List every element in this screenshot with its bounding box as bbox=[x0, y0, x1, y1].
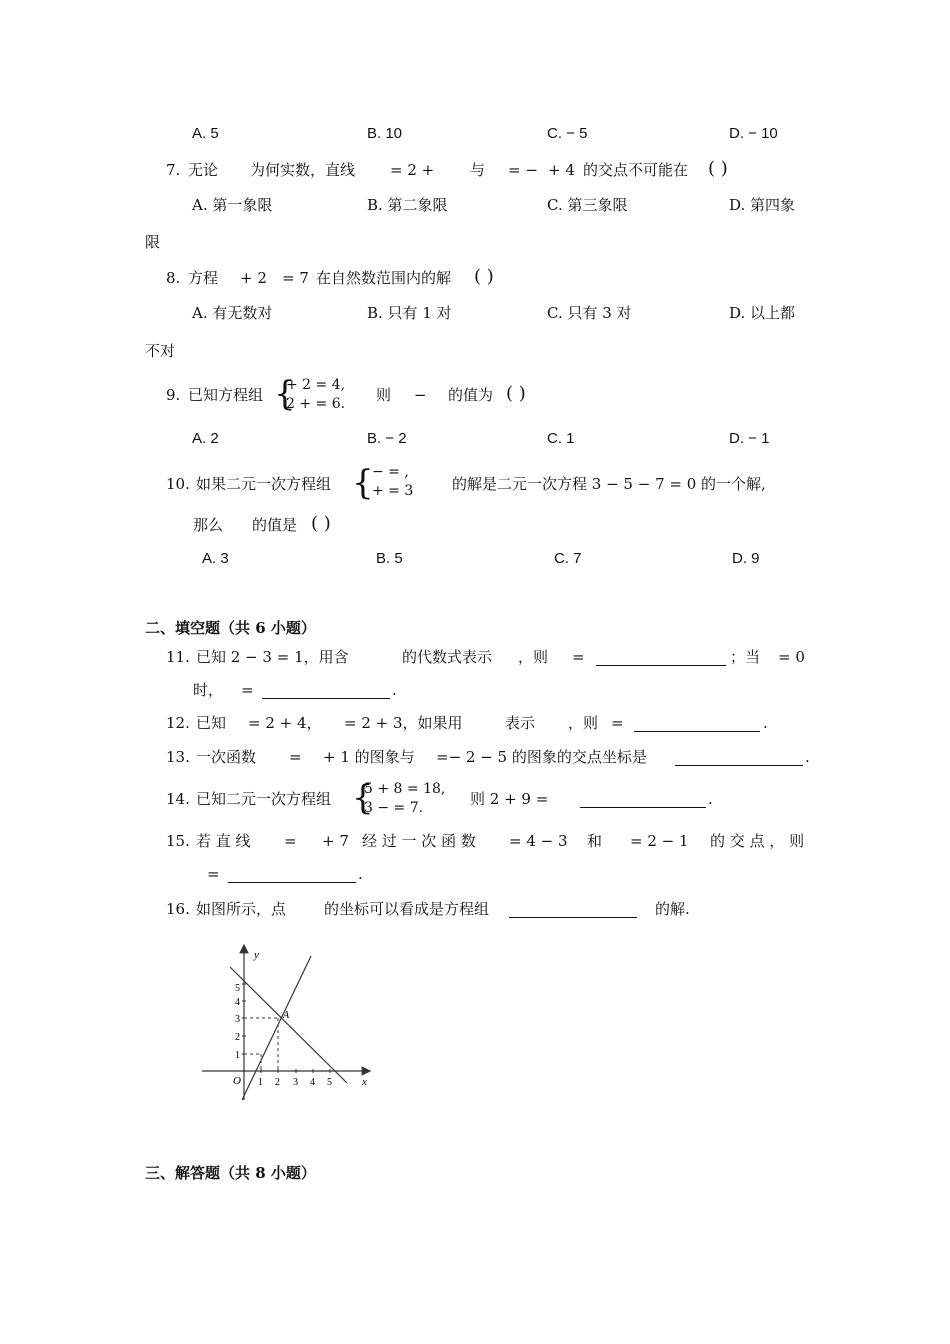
q15-text-5: = 4 − 3 bbox=[509, 832, 568, 850]
q9-option-b: B. − 2 bbox=[367, 430, 407, 447]
q8-option-c: C. 只有 3 对 bbox=[547, 304, 632, 322]
q9-system-line2: 2 + = 6. bbox=[286, 396, 346, 412]
graph-line-decreasing bbox=[230, 967, 347, 1083]
q8-option-a: A. 有无数对 bbox=[192, 304, 273, 322]
q6-option-a: A. 5 bbox=[192, 125, 219, 142]
q11-text-4: = bbox=[572, 648, 585, 666]
q7-option-d-wrap: 限 bbox=[145, 233, 161, 251]
q7-option-b: B. 第二象限 bbox=[367, 196, 448, 214]
q14-after-1: 则 2 + 9 = bbox=[470, 790, 549, 808]
q10-answer-paren: ( ) bbox=[311, 513, 331, 534]
y-tick-2: 2 bbox=[235, 1032, 240, 1043]
q8-option-d: D. 以上都 bbox=[729, 304, 796, 322]
q15-text-1: 若 直 线 bbox=[196, 832, 251, 850]
q14-text: 已知二元一次方程组 bbox=[196, 790, 332, 808]
x-tick-4: 4 bbox=[310, 1077, 315, 1088]
x-tick-3: 3 bbox=[293, 1077, 298, 1088]
q11-number: 11. bbox=[166, 648, 190, 666]
q7-text-2: 为何实数，直线 bbox=[250, 161, 356, 179]
q13-number: 13. bbox=[166, 748, 190, 766]
q6-option-d: D. − 10 bbox=[729, 125, 778, 142]
q12-text-7: . bbox=[763, 714, 768, 732]
q15-line2-2: . bbox=[358, 865, 363, 883]
q14-system-line1: 5 + 8 = 18, bbox=[364, 781, 446, 797]
q10-line2-1: 那么 bbox=[193, 516, 224, 534]
origin-label: O bbox=[233, 1075, 241, 1087]
q16-text-1: 如图所示，点 bbox=[196, 900, 287, 918]
q15-blank[interactable] bbox=[228, 882, 356, 883]
q14-number: 14. bbox=[166, 790, 190, 808]
q12-text-5: ，则 bbox=[568, 714, 599, 732]
q8-text-3: = 7 bbox=[282, 269, 309, 287]
x-tick-2: 2 bbox=[275, 1077, 280, 1088]
q15-line2-1: = bbox=[207, 865, 220, 883]
q9-option-a: A. 2 bbox=[192, 430, 219, 447]
q13-text-4: =− 2 − 5 的图象的交点坐标是 bbox=[436, 748, 647, 766]
y-tick-4: 4 bbox=[235, 997, 240, 1008]
q12-text-1: 已知 bbox=[196, 714, 227, 732]
q7-answer-paren: ( ) bbox=[708, 158, 728, 179]
q7-text-1: 无论 bbox=[188, 161, 219, 179]
q7-text-6: + 4 bbox=[548, 161, 575, 179]
q9-number: 9. bbox=[166, 386, 181, 404]
q10-option-c: C. 7 bbox=[554, 550, 582, 567]
q13-text-5: . bbox=[805, 748, 810, 766]
q6-option-b: B. 10 bbox=[367, 125, 403, 142]
q7-text-3: = 2 + bbox=[390, 161, 435, 179]
q7-text-5: = − bbox=[508, 161, 538, 179]
q10-system-brace: { bbox=[352, 463, 374, 503]
q11-text-3: ，则 bbox=[518, 648, 549, 666]
q9-system-line1: + 2 = 4, bbox=[286, 377, 346, 393]
q10-number: 10. bbox=[166, 475, 190, 493]
q13-text-2: = bbox=[289, 748, 302, 766]
q14-system-brace: { bbox=[352, 778, 374, 818]
q16-number: 16. bbox=[166, 900, 190, 918]
q13-blank[interactable] bbox=[675, 765, 803, 766]
x-axis-label: x bbox=[362, 1076, 367, 1088]
q12-text-3: = 2 + 3，如果用 bbox=[344, 714, 463, 732]
q9-value-of: 的值为 bbox=[448, 386, 494, 404]
y-tick-1: 1 bbox=[235, 1050, 240, 1061]
q7-option-a: A. 第一象限 bbox=[192, 196, 273, 214]
q10-text: 如果二元一次方程组 bbox=[196, 475, 332, 493]
q7-text-4: 与 bbox=[470, 161, 486, 179]
q15-text-4: 经 过 一 次 函 数 bbox=[362, 832, 476, 850]
point-a-label: A bbox=[283, 1010, 290, 1021]
q11-text-1: 已知 2 − 3 = 1，用含 bbox=[196, 648, 349, 666]
q10-system-line1: − = , bbox=[372, 464, 409, 480]
q10-system-line2: + = 3 bbox=[372, 483, 414, 499]
q15-text-7: = 2 − 1 bbox=[630, 832, 689, 850]
q8-text-2: + 2 bbox=[240, 269, 267, 287]
q8-number: 8. bbox=[166, 269, 181, 287]
q10-after-text: 的解是二元一次方程 3 − 5 − 7 = 0 的一个解, bbox=[452, 475, 766, 493]
q11-blank-1[interactable] bbox=[596, 665, 726, 666]
y-tick-3: 3 bbox=[235, 1014, 240, 1025]
q16-blank[interactable] bbox=[509, 917, 637, 918]
section-fill-in-title: 二、填空题（共 6 小题） bbox=[145, 619, 316, 637]
q10-option-b: B. 5 bbox=[376, 550, 403, 567]
q11-text-2: 的代数式表示 bbox=[402, 648, 493, 666]
q14-blank[interactable] bbox=[580, 807, 706, 808]
q10-line2-2: 的值是 bbox=[252, 516, 298, 534]
q9-minus: − bbox=[414, 386, 427, 404]
q10-option-a: A. 3 bbox=[202, 550, 229, 567]
q9-system-brace: { bbox=[274, 374, 296, 414]
q11-blank-2[interactable] bbox=[262, 698, 390, 699]
section-answer-title: 三、解答题（共 8 小题） bbox=[145, 1164, 316, 1182]
q9-answer-paren: ( ) bbox=[506, 383, 526, 404]
q14-after-2: . bbox=[708, 790, 713, 808]
q15-text-2: = bbox=[284, 832, 297, 850]
q8-option-b: B. 只有 1 对 bbox=[367, 304, 452, 322]
q15-text-3: + 7 bbox=[322, 832, 349, 850]
q8-answer-paren: ( ) bbox=[474, 266, 494, 287]
q10-option-d: D. 9 bbox=[732, 550, 760, 567]
q12-number: 12. bbox=[166, 714, 190, 732]
q9-text: 已知方程组 bbox=[188, 386, 264, 404]
q15-text-8: 的 交 点 ， 则 bbox=[710, 832, 805, 850]
q15-text-6: 和 bbox=[587, 832, 603, 850]
q7-number: 7. bbox=[166, 161, 181, 179]
q13-text-1: 一次函数 bbox=[196, 748, 257, 766]
q11-text-6: = 0 bbox=[778, 648, 805, 666]
y-axis-label: y bbox=[254, 949, 259, 961]
q6-option-c: C. − 5 bbox=[547, 125, 588, 142]
q7-option-d: D. 第四象 bbox=[729, 196, 796, 214]
q8-text-4: 在自然数范围内的解 bbox=[316, 269, 452, 287]
q16-text-3: 的解. bbox=[655, 900, 690, 918]
q11-line2-2: = bbox=[241, 681, 254, 699]
q13-text-3: + 1 的图象与 bbox=[323, 748, 415, 766]
x-tick-5: 5 bbox=[327, 1077, 332, 1088]
q8-text-1: 方程 bbox=[188, 269, 219, 287]
q16-figure-graph bbox=[200, 940, 380, 1105]
q11-text-5: ；当 bbox=[730, 648, 761, 666]
q15-number: 15. bbox=[166, 832, 190, 850]
q9-option-c: C. 1 bbox=[547, 430, 575, 447]
q7-text-7: 的交点不可能在 bbox=[583, 161, 689, 179]
q11-line2-3: . bbox=[392, 681, 397, 699]
y-tick-5: 5 bbox=[235, 983, 240, 994]
q12-text-2: = 2 + 4， bbox=[248, 714, 322, 732]
q8-option-d-wrap: 不对 bbox=[145, 342, 176, 360]
q14-system-line2: 3 − = 7. bbox=[364, 800, 424, 816]
q11-line2-1: 时， bbox=[193, 681, 224, 699]
q12-blank[interactable] bbox=[634, 731, 760, 732]
x-tick-1: 1 bbox=[258, 1077, 263, 1088]
q12-text-6: = bbox=[611, 714, 624, 732]
q9-option-d: D. − 1 bbox=[729, 430, 770, 447]
q9-then: 则 bbox=[376, 386, 392, 404]
q12-text-4: 表示 bbox=[505, 714, 536, 732]
q7-option-c: C. 第三象限 bbox=[547, 196, 628, 214]
q16-text-2: 的坐标可以看成是方程组 bbox=[324, 900, 490, 918]
